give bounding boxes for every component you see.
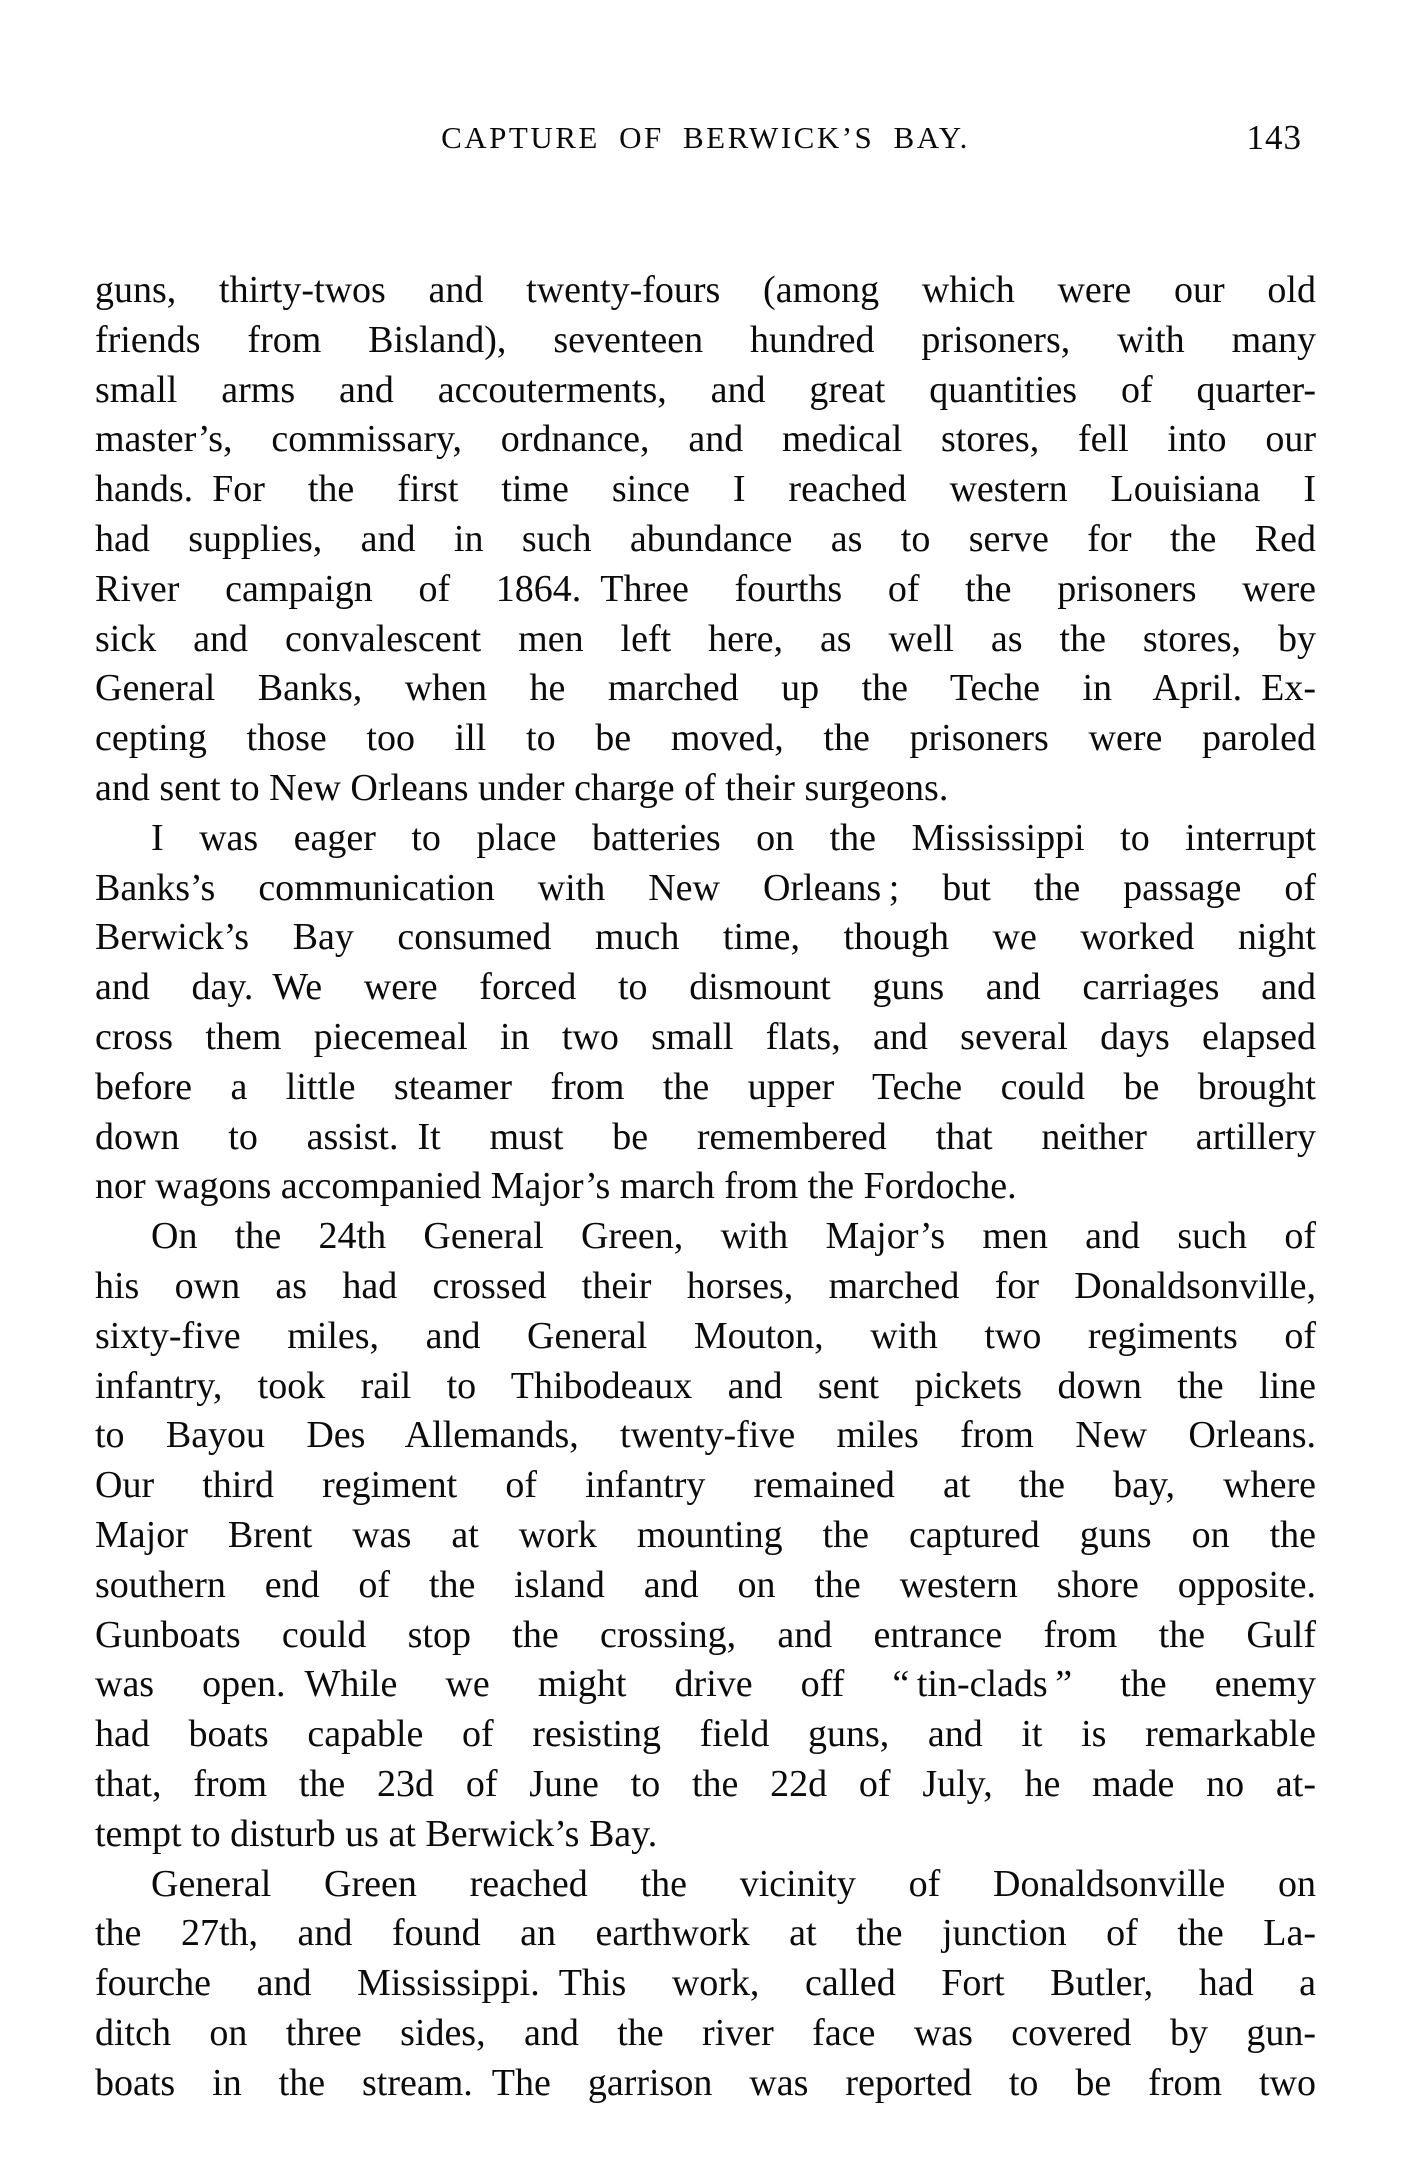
text-line: cepting those too ill to be moved, the prisoners were paroled [95,717,1316,760]
text-line: General Green reached the vicinity of Donaldsonville on [151,1862,1316,1905]
text-line: his own as had crossed their horses, marched for Donaldsonville, [95,1264,1316,1307]
text-line: ditch on three sides, and the river face was covered by gun- [95,2011,1316,2054]
text-line: and day. We were forced to dismount guns and carriages and [95,966,1316,1009]
text-line: down to assist. It must be remembered that neither artillery [95,1115,1316,1158]
text-line: friends from Bisland), seventeen hundred prisoners, with many [95,318,1316,361]
text-line: tempt to disturb us at Berwick’s Bay. [95,1812,658,1855]
text-line: guns, thirty-twos and twenty-fours (among which were our old [95,269,1316,311]
text-line: sick and convalescent men left here, as well as the stores, by [95,617,1316,660]
running-header [95,120,1316,164]
text-line: hands. For the first time since I reached western Louisiana I [95,468,1316,511]
text-line: small arms and accouterments, and great quantities of quarter- [95,368,1316,411]
text-line: and sent to New Orleans under charge of their surgeons. [95,766,949,809]
text-line: I was eager to place batteries on the Mississippi to interrupt [151,816,1316,859]
text-line: had boats capable of resisting field guns, and it is remarkable [95,1713,1316,1756]
text-line: to Bayou Des Allemands, twenty-five miles from New Orleans. [95,1414,1316,1457]
text-line: the 27th, and found an earthwork at the junction of the La- [95,1912,1316,1955]
text-line: Berwick’s Bay consumed much time, though we worked night [95,916,1316,959]
text-line: that, from the 23d of June to the 22d of July, he made no at- [95,1762,1316,1805]
text-line: fourche and Mississippi. This work, called Fort Butler, had a [95,1962,1316,2005]
text-line: master’s, commissary, ordnance, and medical stores, fell into our [95,418,1316,461]
text-line: nor wagons accompanied Major’s march from the Fordoche. [95,1165,1017,1208]
text-line: infantry, took rail to Thibodeaux and sent pickets down the line [95,1364,1316,1407]
text-line: had supplies, and in such abundance as to serve for the Red [95,517,1316,560]
text-line: Major Brent was at work mounting the captured guns on the [95,1513,1316,1556]
text-line: River campaign of 1864. Three fourths of the prisoners were [95,567,1316,610]
text-line: southern end of the island and on the western shore opposite. [95,1563,1316,1606]
text-line: before a little steamer from the upper Teche could be brought [95,1065,1316,1108]
text-line: Gunboats could stop the crossing, and entrance from the Gulf [95,1613,1316,1656]
text-line: On the 24th General Green, with Major’s men and such of [151,1215,1316,1258]
text-line: cross them piecemeal in two small flats, and several days elapsed [95,1015,1316,1058]
running-header-title: CAPTURE OF BERWICK’S BAY. [441,120,970,155]
text-line: was open. While we might drive off “ tin-clads ” the enemy [95,1663,1316,1706]
body-text [95,266,1316,2108]
page-number: 143 [1246,118,1302,157]
text-line: boats in the stream. The garrison was reported to be from two [95,2061,1316,2104]
text-line: Our third regiment of infantry remained at the bay, where [95,1464,1316,1507]
text-line: General Banks, when he marched up the Teche in April. Ex- [95,667,1316,710]
text-line: sixty-five miles, and General Mouton, with two regiments of [95,1314,1316,1357]
text-line: Banks’s communication with New Orleans ; but the passage of [95,866,1316,909]
